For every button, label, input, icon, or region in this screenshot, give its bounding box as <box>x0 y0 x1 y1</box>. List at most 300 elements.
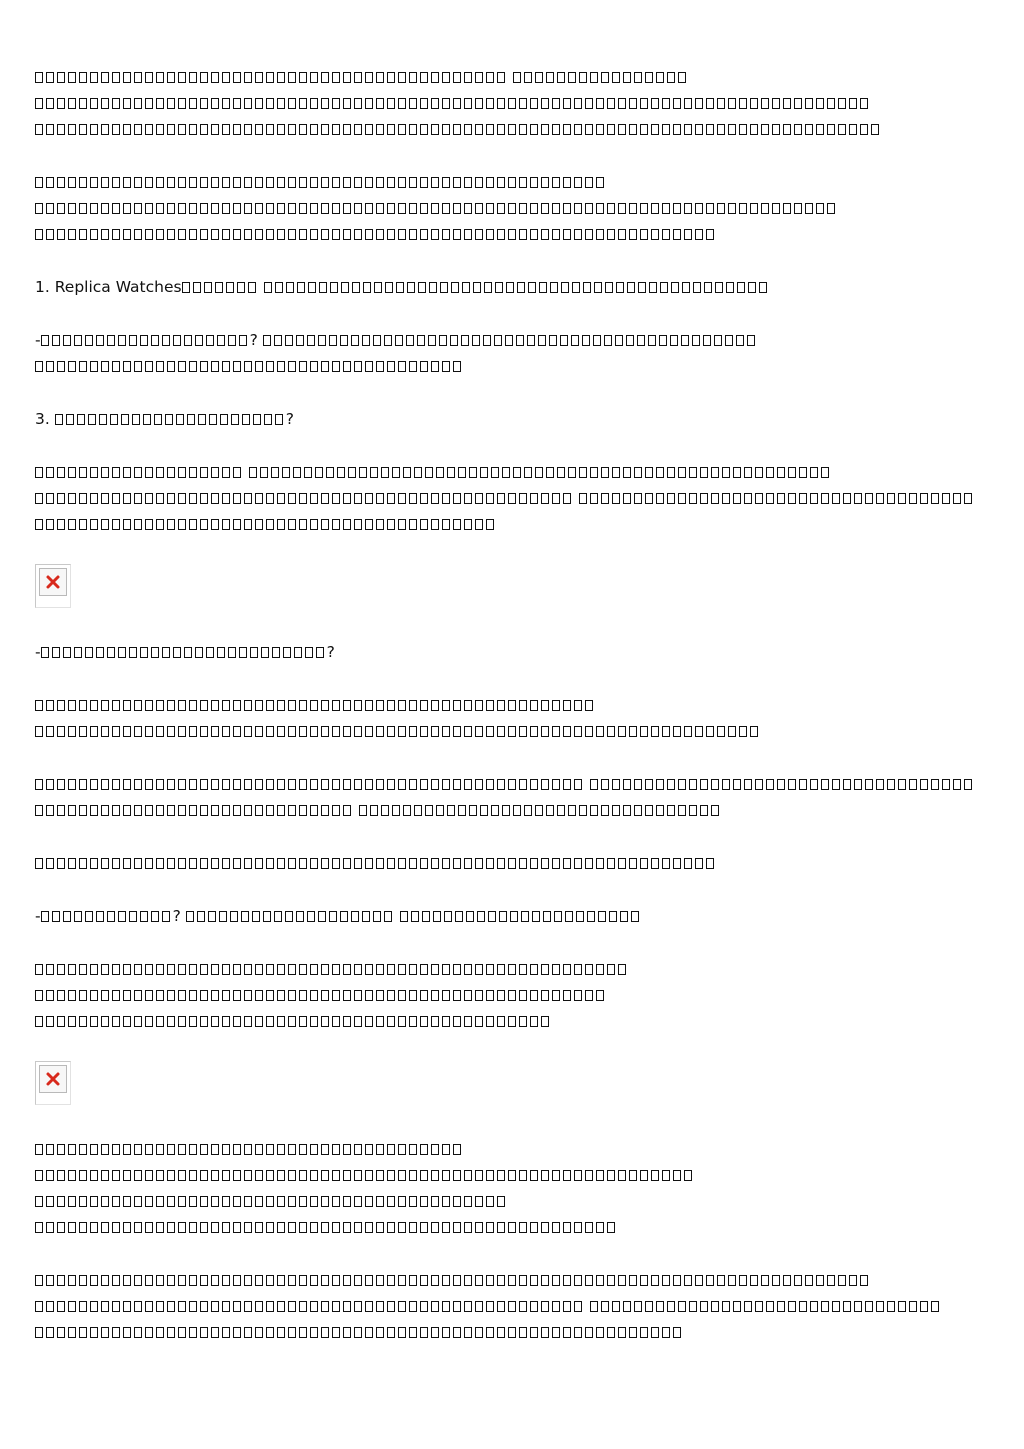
missing-glyph <box>486 858 494 869</box>
missing-glyph <box>332 98 340 109</box>
missing-glyph <box>101 361 109 372</box>
missing-glyph <box>766 467 774 478</box>
missing-glyph <box>310 805 318 816</box>
missing-glyph <box>275 414 283 425</box>
missing-glyph <box>288 124 296 135</box>
missing-glyph <box>222 1196 230 1207</box>
missing-glyph <box>299 779 307 790</box>
missing-glyph <box>134 177 142 188</box>
missing-glyph <box>340 335 348 346</box>
missing-glyph <box>865 493 873 504</box>
missing-glyph <box>747 335 755 346</box>
missing-glyph <box>568 72 576 83</box>
missing-glyph <box>552 1327 560 1338</box>
missing-glyph <box>704 282 712 293</box>
missing-glyph <box>57 493 65 504</box>
missing-glyph <box>282 467 290 478</box>
missing-glyph <box>398 72 406 83</box>
missing-glyph <box>343 1196 351 1207</box>
missing-glyph <box>387 1144 395 1155</box>
missing-glyph <box>645 467 653 478</box>
missing-glyph <box>398 779 406 790</box>
missing-glyph <box>464 1327 472 1338</box>
missing-glyph <box>57 726 65 737</box>
missing-glyph <box>101 964 109 975</box>
missing-glyph <box>145 1144 153 1155</box>
missing-glyph <box>365 203 373 214</box>
missing-glyph <box>381 805 389 816</box>
missing-glyph <box>167 726 175 737</box>
missing-glyph <box>332 124 340 135</box>
missing-glyph <box>321 1222 329 1233</box>
missing-glyph <box>464 1275 472 1286</box>
missing-glyph <box>494 335 502 346</box>
missing-glyph <box>57 858 65 869</box>
missing-glyph <box>134 1170 142 1181</box>
missing-glyph <box>552 493 560 504</box>
missing-glyph <box>662 229 670 240</box>
missing-glyph <box>645 1301 653 1312</box>
missing-glyph <box>112 72 120 83</box>
text-line <box>35 718 995 744</box>
missing-glyph <box>112 1016 120 1027</box>
missing-glyph <box>354 177 362 188</box>
missing-glyph <box>332 1170 340 1181</box>
missing-glyph <box>783 1275 791 1286</box>
missing-glyph <box>772 1275 780 1286</box>
missing-glyph <box>167 177 175 188</box>
missing-glyph <box>739 124 747 135</box>
missing-glyph <box>442 1144 450 1155</box>
missing-glyph <box>528 282 536 293</box>
missing-glyph <box>733 467 741 478</box>
missing-glyph <box>145 467 153 478</box>
missing-glyph <box>505 335 513 346</box>
missing-glyph <box>255 1301 263 1312</box>
missing-glyph <box>222 1327 230 1338</box>
missing-glyph <box>530 779 538 790</box>
missing-glyph <box>651 1327 659 1338</box>
missing-glyph <box>244 700 252 711</box>
missing-glyph <box>810 467 818 478</box>
missing-glyph <box>35 229 43 240</box>
missing-glyph <box>640 98 648 109</box>
missing-glyph <box>799 493 807 504</box>
missing-glyph <box>612 779 620 790</box>
missing-glyph <box>552 1301 560 1312</box>
missing-glyph <box>255 177 263 188</box>
missing-glyph <box>211 1301 219 1312</box>
missing-glyph <box>321 1016 329 1027</box>
missing-glyph <box>365 124 373 135</box>
missing-glyph <box>288 990 296 1001</box>
missing-glyph <box>255 1196 263 1207</box>
missing-glyph <box>612 805 620 816</box>
missing-glyph <box>431 124 439 135</box>
missing-glyph <box>134 1016 142 1027</box>
missing-glyph <box>288 964 296 975</box>
broken-image-icon <box>35 564 71 608</box>
missing-glyph <box>420 124 428 135</box>
missing-glyph <box>112 467 120 478</box>
missing-glyph <box>332 964 340 975</box>
missing-glyph <box>304 467 312 478</box>
missing-glyph <box>343 519 351 530</box>
missing-glyph <box>530 124 538 135</box>
missing-glyph <box>931 493 939 504</box>
missing-glyph <box>805 1275 813 1286</box>
missing-glyph <box>585 1170 593 1181</box>
missing-glyph <box>453 72 461 83</box>
missing-glyph <box>365 229 373 240</box>
missing-glyph <box>508 779 516 790</box>
missing-glyph <box>79 72 87 83</box>
missing-glyph <box>398 519 406 530</box>
missing-glyph <box>266 779 274 790</box>
missing-glyph <box>508 1327 516 1338</box>
missing-glyph <box>629 203 637 214</box>
missing-glyph <box>420 990 428 1001</box>
missing-glyph <box>90 964 98 975</box>
missing-glyph <box>244 779 252 790</box>
missing-glyph <box>788 779 796 790</box>
missing-glyph <box>662 726 670 737</box>
missing-glyph <box>90 72 98 83</box>
missing-glyph <box>420 203 428 214</box>
missing-glyph <box>387 203 395 214</box>
missing-glyph <box>330 282 338 293</box>
missing-glyph <box>541 726 549 737</box>
missing-glyph <box>354 858 362 869</box>
missing-glyph <box>827 124 835 135</box>
missing-glyph <box>541 124 549 135</box>
missing-glyph <box>233 72 241 83</box>
missing-glyph <box>420 493 428 504</box>
missing-glyph <box>68 124 76 135</box>
missing-glyph <box>354 1170 362 1181</box>
missing-glyph <box>453 990 461 1001</box>
missing-glyph <box>255 1170 263 1181</box>
missing-glyph <box>112 964 120 975</box>
missing-glyph <box>488 911 496 922</box>
missing-glyph <box>409 493 417 504</box>
missing-glyph <box>601 805 609 816</box>
missing-glyph <box>464 98 472 109</box>
missing-glyph <box>816 98 824 109</box>
missing-glyph <box>145 1170 153 1181</box>
missing-glyph <box>563 858 571 869</box>
missing-glyph <box>46 1016 54 1027</box>
missing-glyph <box>583 282 591 293</box>
missing-glyph <box>332 858 340 869</box>
missing-glyph <box>74 647 82 658</box>
missing-glyph <box>319 282 327 293</box>
question-mark: ? <box>249 331 258 349</box>
missing-glyph <box>398 964 406 975</box>
missing-glyph <box>519 203 527 214</box>
missing-glyph <box>307 335 315 346</box>
missing-glyph <box>187 414 195 425</box>
missing-glyph <box>123 203 131 214</box>
missing-glyph <box>563 964 571 975</box>
text-line <box>35 797 995 823</box>
missing-glyph <box>167 467 175 478</box>
missing-glyph <box>497 124 505 135</box>
missing-glyph <box>167 203 175 214</box>
missing-glyph <box>310 1275 318 1286</box>
missing-glyph <box>299 519 307 530</box>
missing-glyph <box>497 726 505 737</box>
missing-glyph <box>46 98 54 109</box>
missing-glyph <box>689 805 697 816</box>
missing-glyph <box>695 1275 703 1286</box>
missing-glyph <box>508 1275 516 1286</box>
missing-glyph <box>343 990 351 1001</box>
missing-glyph <box>362 335 370 346</box>
missing-glyph <box>442 1275 450 1286</box>
missing-glyph <box>649 282 657 293</box>
missing-glyph <box>266 1327 274 1338</box>
missing-glyph <box>387 361 395 372</box>
missing-glyph <box>420 1196 428 1207</box>
missing-glyph <box>167 1275 175 1286</box>
missing-glyph <box>233 229 241 240</box>
missing-glyph <box>464 964 472 975</box>
missing-glyph <box>35 1170 43 1181</box>
missing-glyph <box>486 700 494 711</box>
missing-glyph <box>398 1144 406 1155</box>
missing-glyph <box>651 124 659 135</box>
missing-glyph <box>63 647 71 658</box>
missing-glyph <box>585 1275 593 1286</box>
missing-glyph <box>277 1196 285 1207</box>
missing-glyph <box>46 964 54 975</box>
missing-glyph <box>112 805 120 816</box>
missing-glyph <box>156 990 164 1001</box>
missing-glyph <box>46 1144 54 1155</box>
missing-glyph <box>68 229 76 240</box>
missing-glyph <box>475 177 483 188</box>
missing-glyph <box>354 1196 362 1207</box>
missing-glyph <box>563 124 571 135</box>
missing-glyph <box>695 124 703 135</box>
missing-glyph <box>486 493 494 504</box>
missing-glyph <box>693 282 701 293</box>
missing-glyph <box>222 361 230 372</box>
missing-glyph <box>310 1222 318 1233</box>
missing-glyph <box>365 1016 373 1027</box>
missing-glyph <box>167 1016 175 1027</box>
missing-glyph <box>508 493 516 504</box>
missing-glyph <box>178 1222 186 1233</box>
missing-glyph <box>640 1327 648 1338</box>
missing-glyph <box>458 467 466 478</box>
missing-glyph <box>464 177 472 188</box>
missing-glyph <box>799 1301 807 1312</box>
missing-glyph <box>277 990 285 1001</box>
missing-glyph <box>354 1144 362 1155</box>
missing-glyph <box>431 361 439 372</box>
missing-glyph <box>365 1222 373 1233</box>
missing-glyph <box>473 282 481 293</box>
missing-glyph <box>616 282 624 293</box>
missing-glyph <box>546 467 554 478</box>
missing-glyph <box>134 700 142 711</box>
missing-glyph <box>277 700 285 711</box>
missing-glyph <box>129 335 137 346</box>
missing-glyph <box>442 858 450 869</box>
missing-glyph <box>178 1301 186 1312</box>
missing-glyph <box>211 1144 219 1155</box>
missing-glyph <box>620 911 628 922</box>
missing-glyph <box>266 1301 274 1312</box>
missing-glyph <box>931 779 939 790</box>
missing-glyph <box>574 1327 582 1338</box>
missing-glyph <box>35 98 43 109</box>
missing-glyph <box>35 990 43 1001</box>
missing-glyph <box>63 335 71 346</box>
missing-glyph <box>79 229 87 240</box>
missing-glyph <box>90 858 98 869</box>
missing-glyph <box>403 805 411 816</box>
missing-glyph <box>508 964 516 975</box>
missing-glyph <box>90 1144 98 1155</box>
missing-glyph <box>582 335 590 346</box>
missing-glyph <box>79 467 87 478</box>
missing-glyph <box>475 1275 483 1286</box>
missing-glyph <box>365 1327 373 1338</box>
missing-glyph <box>442 1196 450 1207</box>
missing-glyph <box>409 203 417 214</box>
missing-glyph <box>387 1170 395 1181</box>
missing-glyph <box>475 1016 483 1027</box>
missing-glyph <box>222 805 230 816</box>
missing-glyph <box>508 858 516 869</box>
missing-glyph <box>266 964 274 975</box>
missing-glyph <box>552 124 560 135</box>
missing-glyph <box>145 726 153 737</box>
paragraph <box>35 406 995 432</box>
missing-glyph <box>255 858 263 869</box>
missing-glyph <box>354 361 362 372</box>
missing-glyph <box>409 361 417 372</box>
missing-glyph <box>777 779 785 790</box>
missing-glyph <box>409 177 417 188</box>
missing-glyph <box>189 493 197 504</box>
missing-glyph <box>178 1327 186 1338</box>
missing-glyph <box>222 203 230 214</box>
missing-glyph <box>662 1275 670 1286</box>
missing-glyph <box>453 1327 461 1338</box>
missing-glyph <box>255 700 263 711</box>
missing-glyph <box>409 700 417 711</box>
missing-glyph <box>189 990 197 1001</box>
missing-glyph <box>453 519 461 530</box>
missing-glyph <box>442 493 450 504</box>
missing-glyph <box>788 467 796 478</box>
missing-glyph <box>475 1170 483 1181</box>
paragraph <box>35 903 995 929</box>
missing-glyph <box>436 805 444 816</box>
missing-glyph <box>156 805 164 816</box>
missing-glyph <box>442 1170 450 1181</box>
missing-glyph <box>519 1301 527 1312</box>
missing-glyph <box>469 467 477 478</box>
missing-glyph <box>266 858 274 869</box>
missing-glyph <box>667 1301 675 1312</box>
missing-glyph <box>431 519 439 530</box>
missing-glyph <box>299 964 307 975</box>
missing-glyph <box>244 98 252 109</box>
missing-glyph <box>554 911 562 922</box>
missing-glyph <box>277 1327 285 1338</box>
missing-glyph <box>541 700 549 711</box>
missing-glyph <box>420 361 428 372</box>
missing-glyph <box>156 964 164 975</box>
missing-glyph <box>288 493 296 504</box>
missing-glyph <box>607 1222 615 1233</box>
missing-glyph <box>299 1016 307 1027</box>
missing-glyph <box>497 779 505 790</box>
missing-glyph <box>143 414 151 425</box>
missing-glyph <box>255 1222 263 1233</box>
missing-glyph <box>332 493 340 504</box>
missing-glyph <box>486 964 494 975</box>
missing-glyph <box>79 1170 87 1181</box>
missing-glyph <box>178 98 186 109</box>
missing-glyph <box>563 1327 571 1338</box>
missing-glyph <box>310 361 318 372</box>
missing-glyph <box>178 1275 186 1286</box>
missing-glyph <box>277 203 285 214</box>
missing-glyph <box>68 203 76 214</box>
missing-glyph <box>277 493 285 504</box>
missing-glyph <box>310 493 318 504</box>
missing-glyph <box>35 467 43 478</box>
missing-glyph <box>673 203 681 214</box>
missing-glyph <box>684 98 692 109</box>
missing-glyph <box>398 1016 406 1027</box>
missing-glyph <box>497 1327 505 1338</box>
missing-glyph <box>260 467 268 478</box>
missing-glyph <box>101 1170 109 1181</box>
missing-glyph <box>574 1275 582 1286</box>
missing-glyph <box>541 203 549 214</box>
missing-glyph <box>123 858 131 869</box>
missing-glyph <box>200 779 208 790</box>
missing-glyph <box>607 726 615 737</box>
missing-glyph <box>733 1301 741 1312</box>
missing-glyph <box>678 1301 686 1312</box>
missing-glyph <box>255 203 263 214</box>
missing-glyph <box>255 361 263 372</box>
missing-glyph <box>596 98 604 109</box>
missing-glyph <box>629 1170 637 1181</box>
missing-glyph <box>35 361 43 372</box>
missing-glyph <box>255 72 263 83</box>
missing-glyph <box>475 1327 483 1338</box>
missing-glyph <box>755 1301 763 1312</box>
missing-glyph <box>266 990 274 1001</box>
missing-glyph <box>497 177 505 188</box>
missing-glyph <box>277 1144 285 1155</box>
missing-glyph <box>431 1016 439 1027</box>
missing-glyph <box>585 990 593 1001</box>
missing-glyph <box>277 964 285 975</box>
missing-glyph <box>288 72 296 83</box>
missing-glyph <box>222 1301 230 1312</box>
missing-glyph <box>453 1275 461 1286</box>
